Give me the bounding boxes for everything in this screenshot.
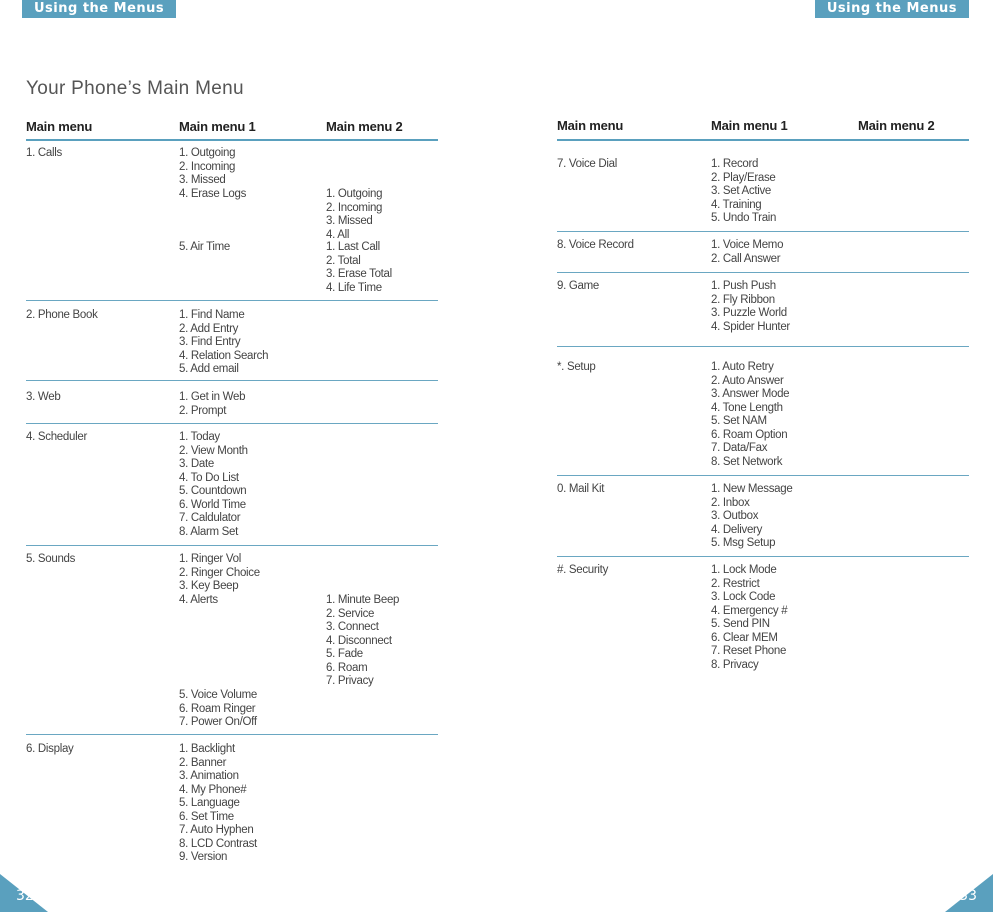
menu-item: 3. Outbox — [711, 510, 759, 522]
menu-item: 2. Ringer Choice — [179, 566, 260, 579]
menu-item: 5. Language — [179, 797, 240, 809]
menu-item: 5. Voice Volume — [179, 689, 257, 701]
menu-item: 2. Service — [326, 607, 375, 620]
menu-item: 4. Spider Hunter — [711, 320, 790, 333]
menu-item: 6. Roam — [326, 661, 368, 674]
menu-item: 4. Alerts — [179, 593, 218, 606]
menu-item: 5. Countdown — [179, 485, 247, 497]
menu-item: 1. Last Call — [326, 241, 380, 253]
menu-item: 2. Call Answer — [711, 252, 781, 265]
menu-item: 4. To Do List — [179, 471, 239, 484]
menu-item: 2. Total — [326, 254, 361, 267]
voice-dial-submenu — [711, 158, 776, 226]
page-number-right: 33 — [959, 888, 977, 904]
menu-item: 3. Answer Mode — [711, 388, 790, 400]
menu-sounds: 5. Sounds — [26, 553, 76, 565]
menu-item: 2. Auto Answer — [711, 374, 784, 387]
header-main-menu1-right: Main menu 1 — [711, 118, 788, 133]
menu-item: 3. Key Beep — [179, 580, 239, 592]
header-main-menu2-right: Main menu 2 — [858, 118, 935, 133]
header-main-menu1-left: Main menu 1 — [179, 119, 256, 134]
scheduler-submenu — [179, 431, 248, 539]
menu-item: 1. Backlight — [179, 743, 235, 755]
menu-item: 8. Privacy — [711, 658, 759, 671]
divider — [26, 300, 438, 301]
menu-item: 2. Fly Ribbon — [711, 293, 775, 306]
menu-item: 1. Find Name — [179, 309, 245, 321]
menu-item: 3. Missed — [179, 174, 226, 186]
menu-item: 3. Find Entry — [179, 336, 241, 348]
divider — [557, 272, 969, 273]
menu-item: 2. Incoming — [326, 201, 383, 214]
phone-book-submenu — [179, 309, 268, 377]
calls-submenu-1a — [179, 147, 246, 201]
menu-item: 5. Set NAM — [711, 415, 767, 427]
header-main-menu2-left: Main menu 2 — [326, 119, 403, 134]
header-rule-left — [26, 139, 438, 141]
menu-scheduler: 4. Scheduler — [26, 431, 87, 443]
menu-item: 1. Lock Mode — [711, 564, 777, 576]
menu-item: 2. Incoming — [179, 160, 236, 173]
sounds-submenu-1a — [179, 553, 260, 607]
menu-item: 8. Set Network — [711, 455, 783, 468]
menu-display: 6. Display — [26, 743, 74, 755]
header-main-menu-right: Main menu — [557, 118, 624, 133]
divider — [557, 556, 969, 557]
menu-voice-dial: 7. Voice Dial — [557, 158, 618, 170]
menu-item: 1. Record — [711, 158, 759, 170]
menu-item: 1. Auto Retry — [711, 361, 774, 373]
menu-item: 8. Alarm Set — [179, 525, 239, 538]
erase-logs-submenu — [326, 188, 382, 242]
menu-item: 9. Version — [179, 851, 228, 863]
menu-item: 3. Erase Total — [326, 268, 392, 280]
alerts-submenu — [326, 594, 399, 689]
menu-item: 4. Disconnect — [326, 634, 392, 647]
divider — [557, 475, 969, 476]
menu-item: 6. Set Time — [179, 810, 234, 823]
menu-item: 6. Roam Ringer — [179, 702, 256, 715]
menu-item: 5. Send PIN — [711, 618, 770, 630]
sounds-submenu-1b — [179, 689, 257, 730]
page-title: Your Phone’s Main Menu — [26, 78, 244, 99]
display-submenu — [179, 743, 257, 865]
section-tab-left: Using the Menus — [22, 0, 176, 18]
menu-item: 3. Date — [179, 458, 214, 470]
menu-item: 3. Animation — [179, 770, 239, 782]
menu-item: 3. Connect — [326, 621, 379, 633]
menu-item: 7. Reset Phone — [711, 645, 787, 657]
menu-web: 3. Web — [26, 391, 61, 403]
menu-item: 6. Clear MEM — [711, 631, 778, 644]
mail-kit-submenu — [711, 483, 792, 551]
menu-item: 1. Push Push — [711, 280, 776, 292]
menu-item: 7. Caldulator — [179, 512, 241, 524]
menu-item: 3. Set Active — [711, 185, 772, 197]
menu-item: 4. All — [326, 228, 350, 241]
menu-item: 7. Data/Fax — [711, 442, 768, 454]
menu-item: 2. Restrict — [711, 577, 760, 590]
menu-item: 5. Undo Train — [711, 212, 777, 224]
menu-item: 2. View Month — [179, 444, 248, 457]
game-submenu — [711, 280, 790, 334]
header-main-menu-left: Main menu — [26, 119, 93, 134]
menu-item: 6. World Time — [179, 498, 246, 511]
menu-item: 2. Add Entry — [179, 322, 239, 335]
menu-item: 1. Minute Beep — [326, 594, 400, 606]
menu-security: #. Security — [557, 564, 609, 576]
menu-item: 5. Fade — [326, 648, 363, 660]
menu-item: 2. Inbox — [711, 496, 750, 509]
air-time-submenu — [326, 241, 392, 295]
menu-item: 5. Msg Setup — [711, 537, 776, 549]
menu-item: 1. Today — [179, 431, 220, 443]
menu-item: 5. Air Time — [179, 241, 231, 253]
menu-item: 5. Add email — [179, 363, 239, 375]
web-submenu — [179, 391, 245, 418]
menu-item: 4. Erase Logs — [179, 187, 247, 200]
menu-calls: 1. Calls — [26, 147, 62, 159]
menu-item: 4. Life Time — [326, 281, 382, 294]
menu-item: 1. Outgoing — [179, 147, 236, 159]
menu-item: 1. Outgoing — [326, 188, 383, 200]
menu-item: 1. Voice Memo — [711, 239, 784, 251]
menu-item: 7. Privacy — [326, 675, 374, 687]
menu-item: 3. Missed — [326, 215, 373, 227]
menu-item: 2. Prompt — [179, 404, 227, 417]
divider — [26, 545, 438, 546]
menu-item: 6. Roam Option — [711, 428, 788, 441]
security-submenu — [711, 564, 787, 672]
menu-item: 4. Training — [711, 198, 762, 211]
divider — [557, 231, 969, 232]
voice-record-submenu — [711, 239, 783, 266]
divider — [26, 734, 438, 735]
page-number-left: 32 — [16, 888, 34, 904]
menu-phone-book: 2. Phone Book — [26, 309, 98, 321]
menu-item: 1. Ringer Vol — [179, 553, 241, 565]
menu-setup: *. Setup — [557, 361, 596, 373]
divider — [26, 423, 438, 424]
menu-item: 1. New Message — [711, 483, 793, 495]
menu-item: 2. Banner — [179, 756, 227, 769]
menu-item: 4. Emergency # — [711, 604, 788, 617]
menu-item: 3. Puzzle World — [711, 307, 787, 319]
header-rule-right — [557, 139, 969, 141]
menu-game: 9. Game — [557, 280, 600, 292]
menu-item: 3. Lock Code — [711, 591, 776, 603]
section-tab-right: Using the Menus — [815, 0, 969, 18]
menu-item: 4. Delivery — [711, 523, 763, 536]
menu-voice-record: 8. Voice Record — [557, 239, 634, 251]
menu-item: 8. LCD Contrast — [179, 837, 257, 850]
menu-item: 7. Auto Hyphen — [179, 824, 254, 836]
menu-item: 7. Power On/Off — [179, 716, 257, 728]
divider — [557, 346, 969, 347]
menu-item: 2. Play/Erase — [711, 171, 776, 184]
divider — [26, 380, 438, 381]
menu-item: 1. Get in Web — [179, 391, 246, 403]
menu-item: 4. My Phone# — [179, 783, 247, 796]
calls-submenu-1b — [179, 241, 230, 255]
menu-item: 4. Relation Search — [179, 349, 269, 362]
menu-item: 4. Tone Length — [711, 401, 783, 414]
menu-mail-kit: 0. Mail Kit — [557, 483, 605, 495]
setup-submenu — [711, 361, 789, 469]
